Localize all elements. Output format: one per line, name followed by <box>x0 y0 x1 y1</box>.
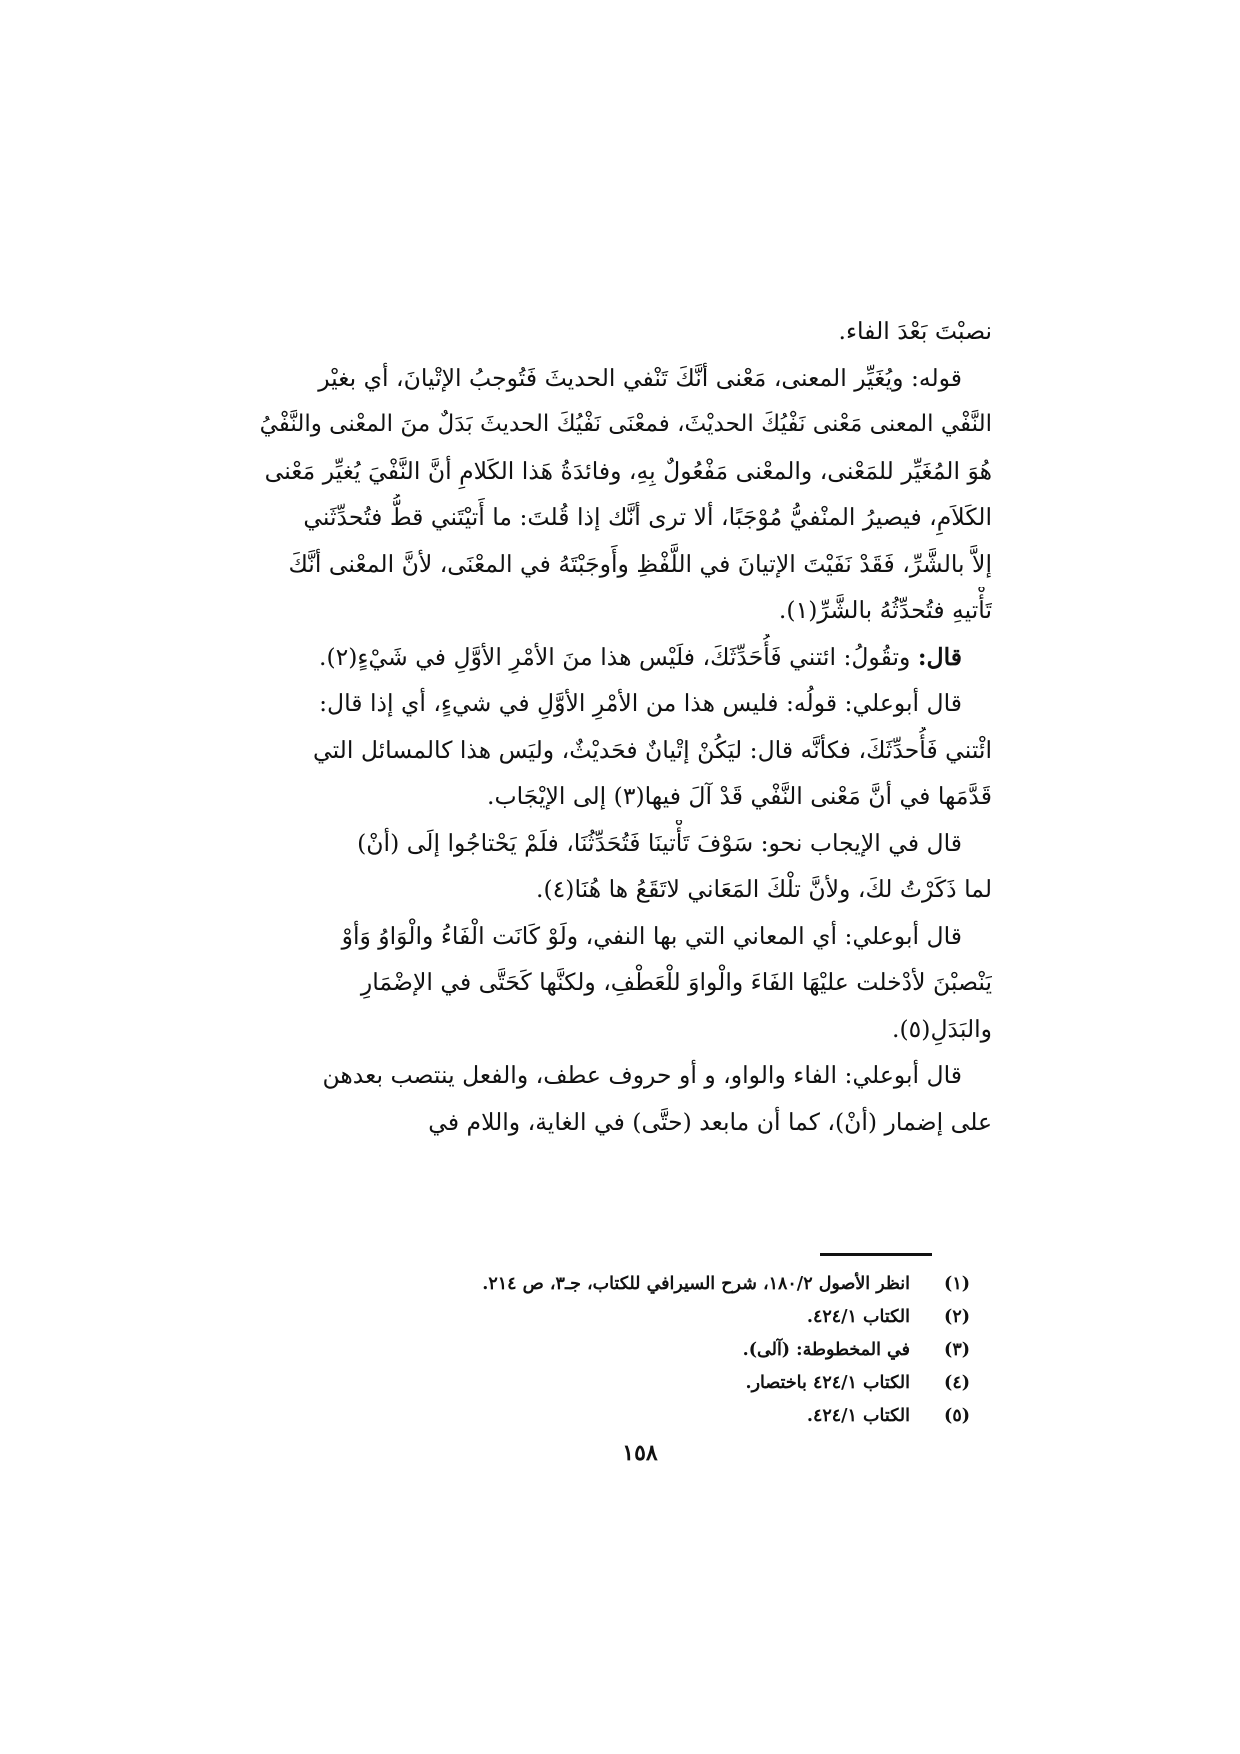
footnote-number: (٥) <box>944 1406 970 1426</box>
text-line <box>258 913 992 960</box>
footnote <box>350 1268 970 1301</box>
text-line <box>258 401 992 448</box>
footnote <box>350 1367 970 1400</box>
footnote-text: الكتاب ٤٢٤/١. <box>806 1406 910 1426</box>
text-line <box>258 587 992 634</box>
line-text: لما ذَكَرْتُ لكَ، ولأنَّ تلْكَ المَعَاني لاتَقَعُ ها هُنَا(٤). <box>536 875 992 903</box>
text-line <box>258 727 992 774</box>
text-line <box>258 448 992 495</box>
main-text <box>258 308 992 1145</box>
line-text: إلاَّ بالشَّرِّ، فَقَدْ نَفَيْتَ الإتيانَ في اللَّفْظِ وأَوجَبْتَهُ في المعْنَى، لأنَّ المعْنى أنَّكَ <box>288 549 992 578</box>
line-text: قال أبوعلي: قولُه: فليس هذا من الأمْرِ الأوَّلِ في شيءٍ، أي إذا قال: <box>319 689 962 717</box>
footnote-text: انظر الأصول ١٨٠/٢، شرح السيرافي للكتاب، جـ٣، ص ٢١٤. <box>482 1274 910 1294</box>
line-text: تَأْتيهِ فتُحدِّثُهُ بالشَّرِّ(١). <box>778 596 992 624</box>
line-text: قال أبوعلي: الفاء والواو، و أو حروف عطف، والفعل ينتصب بعدهن <box>322 1061 962 1089</box>
text-line <box>258 866 992 913</box>
text-line <box>258 494 992 541</box>
text-line <box>258 308 992 355</box>
line-text: الكَلاَمِ، فيصيرُ المنْفيُّ مُوْجَبًا، ألا ترى أنَّك إذا قُلتَ: ما أَتيْتَني قطُّ فتُحدِّثَني <box>303 503 992 531</box>
text-line <box>258 959 992 1006</box>
line-text: قَدَّمَها في أنَّ مَعْنى النَّفْي قَدْ آلَ فيها(٣) إلى الإيْجَاب. <box>487 782 992 810</box>
line-text: نصبْتَ بَعْدَ الفاء. <box>838 317 992 345</box>
footnote-number: (٢) <box>944 1307 970 1327</box>
footnote <box>350 1400 970 1433</box>
text-line <box>258 1052 992 1099</box>
footnote-separator <box>820 1253 932 1256</box>
text-line <box>258 1099 992 1146</box>
line-text: قال أبوعلي: أي المعاني التي بها النفي، ولَوْ كَانَت الْفَاءُ والْوَاوُ وَأوْ <box>341 921 962 950</box>
text-line <box>258 355 992 402</box>
footnote-text: الكتاب ٤٢٤/١ باختصار. <box>745 1373 910 1393</box>
page-number: ١٥٨ <box>622 1440 658 1466</box>
line-text: النَّفْي المعنى مَعْنى نَفْيُكَ الحديْثَ، فمعْنَى نَفْيُكَ الحديثَ بَدَلٌ منَ المعْنى والنَّفْيُ <box>259 411 992 437</box>
footnote <box>350 1334 970 1367</box>
footnotes <box>350 1268 970 1433</box>
line-text: يَنْصبْنَ لأدْخلت عليْهَا الفَاءَ والْواوَ للْعَطْفِ، ولكنَّها كَحَتَّى في الإضْمَارِ <box>360 968 992 996</box>
text-line <box>258 773 992 820</box>
footnote-number: (٤) <box>944 1373 970 1393</box>
line-text: ائْتني فَأُحدِّثَكَ، فكأنَّه قال: ليَكُنْ إتْيانٌ فحَديْثٌ، وليَس هذا كالمسائل التي <box>313 735 992 764</box>
line-text: وتقُولُ: ائتني فَأُحَدِّثَكَ، فلَيْس هذا منَ الأمْرِ الأوَّلِ في شَيْءٍ(٢). <box>318 642 911 671</box>
text-line <box>258 1006 992 1053</box>
footnote-text: في المخطوطة: (آلى). <box>742 1340 910 1360</box>
footnote-number: (٣) <box>944 1340 970 1360</box>
line-text: هُوَ المُغَيِّر للمَعْنى، والمعْنى مَفْعُولٌ بِهِ، وفائدَةُ هَذا الكَلامِ أنَّ النَّفْيَ يُغيِّر مَعْنى <box>264 456 992 485</box>
text-line <box>258 820 992 867</box>
text-line <box>258 541 992 588</box>
text-line <box>258 634 992 681</box>
line-text: قال في الإيجاب نحو: سَوْفَ تَأْتينَا فَتُحَدِّثُنَا، فلَمْ يَحْتاجُوا إلَى (أنْ) <box>357 828 962 857</box>
footnote-text: الكتاب ٤٢٤/١. <box>806 1307 910 1327</box>
footnote <box>350 1301 970 1334</box>
line-text: والبَدَلِ(٥). <box>892 1014 992 1043</box>
footnote-number: (١) <box>944 1274 970 1294</box>
line-text: قوله: ويُغَيِّر المعنى، مَعْنى أنَّكَ تَنْفي الحديثَ فَتُوجبُ الإتْيانَ، أي بغيْر <box>318 363 962 392</box>
qal-label: قال: <box>917 642 962 671</box>
text-line <box>258 680 992 727</box>
line-text: على إضمار (أنْ)، كما أن مابعد (حتَّى) في الغاية، واللام في <box>428 1107 992 1136</box>
